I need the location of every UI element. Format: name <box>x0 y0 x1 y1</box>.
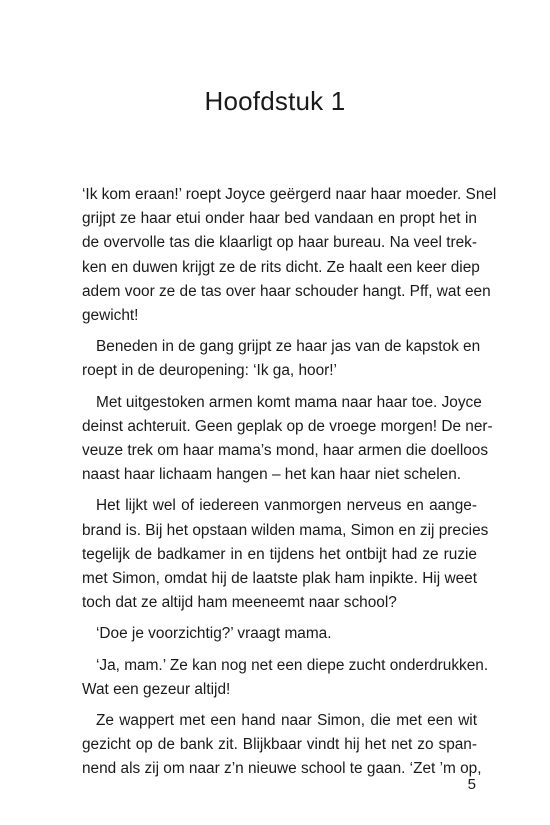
text-line: ‘Ik kom eraan!’ roept Joyce geërgerd naar haar moeder. Snel <box>82 186 497 203</box>
text-line: tegelijk de badkamer in en tijdens het ontbijt had ze ruzie <box>82 545 477 563</box>
text-line: adem voor ze de tas over haar schouder hangt. Pff, wat een <box>82 282 491 300</box>
text-line: met Simon, omdat hij de laatste plak ham inpikte. Hij weet <box>82 570 477 588</box>
text-line: de overvolle tas die klaarligt op haar bureau. Na veel trek- <box>82 234 477 252</box>
text-line: grijpt ze haar etui onder haar bed vandaan en propt het in <box>82 210 477 228</box>
text-line: naast haar lichaam hangen – het kan haar niet schelen. <box>82 466 462 484</box>
text-line: ken en duwen krijgt ze de rits dicht. Ze haalt een keer diep <box>82 258 480 276</box>
text-line: toch dat ze altijd ham meeneemt naar school? <box>82 594 397 612</box>
text-line: Beneden in de gang grijpt ze haar jas van de kapstok en <box>96 338 481 356</box>
text-line: ‘Doe je voorzichtig?’ vraagt mama. <box>96 625 332 643</box>
text-line: Het lijkt wel of iedereen vanmorgen nerveus en aange- <box>96 497 477 515</box>
text-line: nend als zij om naar z’n nieuwe school te gaan. ‘Zet ’m op, <box>82 760 482 778</box>
body-text <box>82 183 497 782</box>
paragraph-7 <box>82 709 482 782</box>
text-line: Wat een gezeur altijd! <box>82 680 231 698</box>
text-line: Ze wappert met een hand naar Simon, die met een wit <box>96 712 477 730</box>
text-line: ‘Ja, mam.’ Ze kan nog net een diepe zucht onderdrukken. <box>96 656 489 674</box>
text-line: Met uitgestoken armen komt mama naar haar toe. Joyce <box>96 393 482 411</box>
paragraph-4 <box>82 494 489 615</box>
text-line: brand is. Bij het opstaan wilden mama, Simon en zij precies <box>82 521 489 539</box>
paragraph-2 <box>82 335 481 383</box>
paragraph-1 <box>82 183 497 328</box>
text-line: veuze trek om haar mama’s mond, haar armen die doelloos <box>82 442 489 460</box>
paragraph-3 <box>82 391 493 488</box>
text-line: roept in de deuropening: ‘Ik ga, hoor!’ <box>82 362 337 380</box>
chapter-title: Hoofdstuk 1 <box>204 86 346 116</box>
paragraph-6 <box>82 654 489 702</box>
text-line: gewicht! <box>82 307 139 325</box>
text-line: gezicht op de bank zit. Blijkbaar vindt hij het net zo span- <box>82 736 477 754</box>
page-number: 5 <box>467 776 476 793</box>
text-line: deinst achteruit. Geen geplak op de vroege morgen! De ner- <box>82 417 493 435</box>
paragraph-5 <box>82 622 477 646</box>
